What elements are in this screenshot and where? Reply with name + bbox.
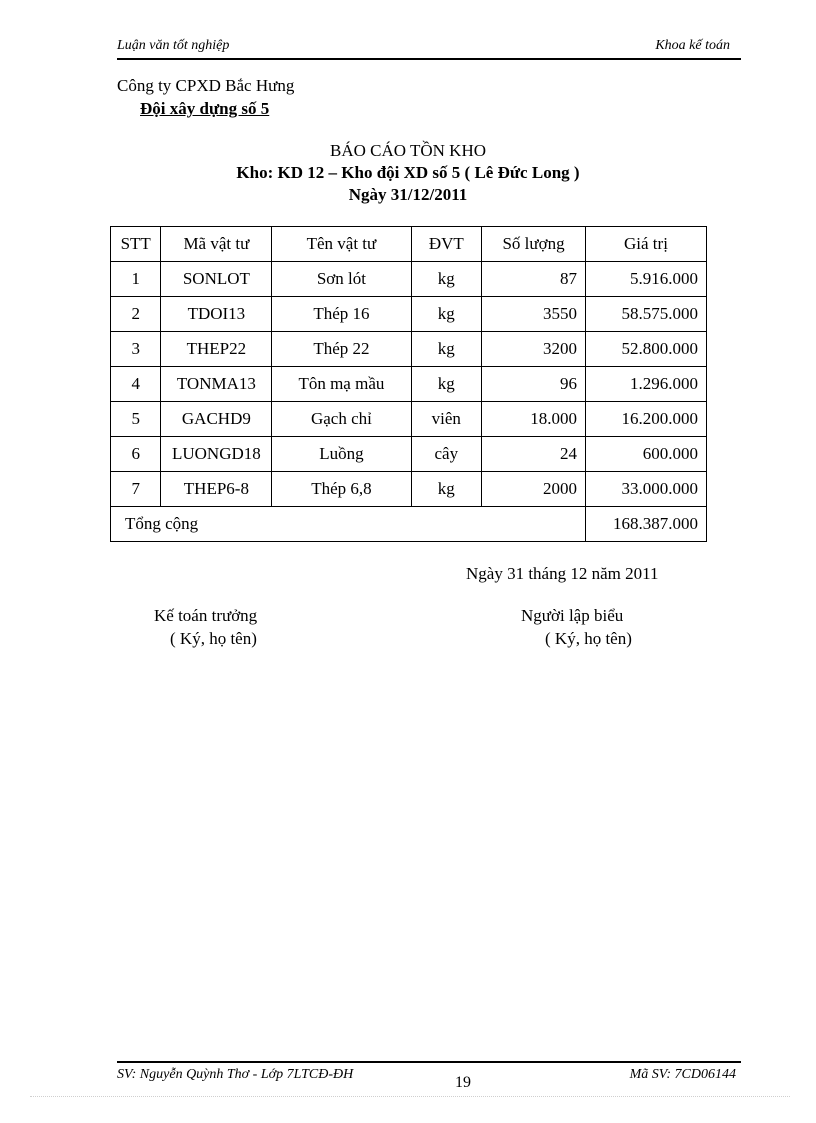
cell-value: 52.800.000 — [585, 332, 706, 367]
preparer-title: Người lập biểu — [521, 606, 624, 625]
preparer-note: ( Ký, họ tên) — [545, 629, 632, 648]
table-row — [111, 262, 707, 297]
page-edge-divider — [30, 1096, 790, 1097]
page-number: 19 — [455, 1074, 471, 1091]
cell-quantity: 24 — [482, 437, 586, 472]
footer-divider — [117, 1061, 741, 1063]
cell-stt: 1 — [111, 262, 161, 297]
cell-value: 1.296.000 — [585, 367, 706, 402]
cell-unit: kg — [411, 332, 482, 367]
cell-code: TONMA13 — [161, 367, 272, 402]
cell-code: THEP6-8 — [161, 472, 272, 507]
header-divider — [117, 58, 741, 60]
cell-stt: 5 — [111, 402, 161, 437]
cell-stt: 4 — [111, 367, 161, 402]
report-date: Ngày 31/12/2011 — [348, 185, 468, 204]
cell-code: THEP22 — [161, 332, 272, 367]
cell-quantity: 3550 — [482, 297, 586, 332]
cell-quantity: 96 — [482, 367, 586, 402]
col-header-name: Tên vật tư — [272, 227, 411, 262]
cell-value: 16.200.000 — [585, 402, 706, 437]
cell-name: Thép 16 — [272, 297, 411, 332]
table-row — [111, 472, 707, 507]
table-row — [111, 367, 707, 402]
cell-stt: 2 — [111, 297, 161, 332]
cell-unit: cây — [411, 437, 482, 472]
cell-value: 58.575.000 — [585, 297, 706, 332]
col-header-value: Giá trị — [585, 227, 706, 262]
table-row — [111, 297, 707, 332]
footer-student-id: Mã SV: 7CD06144 — [629, 1067, 736, 1082]
cell-name: Sơn lót — [272, 262, 411, 297]
report-title: BÁO CÁO TỒN KHO — [330, 141, 486, 160]
cell-unit: kg — [411, 262, 482, 297]
cell-code: LUONGD18 — [161, 437, 272, 472]
cell-unit: kg — [411, 367, 482, 402]
cell-value: 600.000 — [585, 437, 706, 472]
total-label: Tổng cộng — [111, 507, 586, 542]
cell-code: SONLOT — [161, 262, 272, 297]
cell-code: TDOI13 — [161, 297, 272, 332]
table-header-row — [111, 227, 707, 262]
col-header-code: Mã vật tư — [161, 227, 272, 262]
sign-date: Ngày 31 tháng 12 năm 2011 — [466, 564, 659, 583]
col-header-unit: ĐVT — [411, 227, 482, 262]
total-value: 168.387.000 — [585, 507, 706, 542]
header-right: Khoa kế toán — [655, 38, 730, 53]
cell-quantity: 18.000 — [482, 402, 586, 437]
chief-accountant-note: ( Ký, họ tên) — [170, 629, 257, 648]
cell-quantity: 87 — [482, 262, 586, 297]
cell-name: Luồng — [272, 437, 411, 472]
company-name: Công ty CPXD Bắc Hưng — [117, 76, 295, 95]
cell-name: Tôn mạ mầu — [272, 367, 411, 402]
team-name: Đội xây dựng số 5 — [140, 99, 270, 118]
chief-accountant-title: Kế toán trưởng — [154, 606, 258, 625]
cell-unit: kg — [411, 472, 482, 507]
inventory-table — [110, 226, 707, 542]
table-row — [111, 437, 707, 472]
cell-name: Thép 6,8 — [272, 472, 411, 507]
cell-value: 5.916.000 — [585, 262, 706, 297]
cell-stt: 3 — [111, 332, 161, 367]
cell-name: Gạch chỉ — [272, 402, 411, 437]
header-left: Luận văn tốt nghiệp — [117, 38, 230, 53]
cell-stt: 7 — [111, 472, 161, 507]
cell-name: Thép 22 — [272, 332, 411, 367]
table-row — [111, 332, 707, 367]
col-header-quantity: Số lượng — [482, 227, 586, 262]
table-total-row — [111, 507, 707, 542]
cell-value: 33.000.000 — [585, 472, 706, 507]
col-header-stt: STT — [111, 227, 161, 262]
table-row — [111, 402, 707, 437]
report-warehouse: Kho: KD 12 – Kho đội XD số 5 ( Lê Đức Long ) — [236, 163, 580, 182]
cell-quantity: 3200 — [482, 332, 586, 367]
footer-student: SV: Nguyễn Quỳnh Thơ - Lớp 7LTCĐ-ĐH — [117, 1067, 354, 1082]
cell-quantity: 2000 — [482, 472, 586, 507]
cell-unit: viên — [411, 402, 482, 437]
cell-unit: kg — [411, 297, 482, 332]
cell-code: GACHD9 — [161, 402, 272, 437]
cell-stt: 6 — [111, 437, 161, 472]
